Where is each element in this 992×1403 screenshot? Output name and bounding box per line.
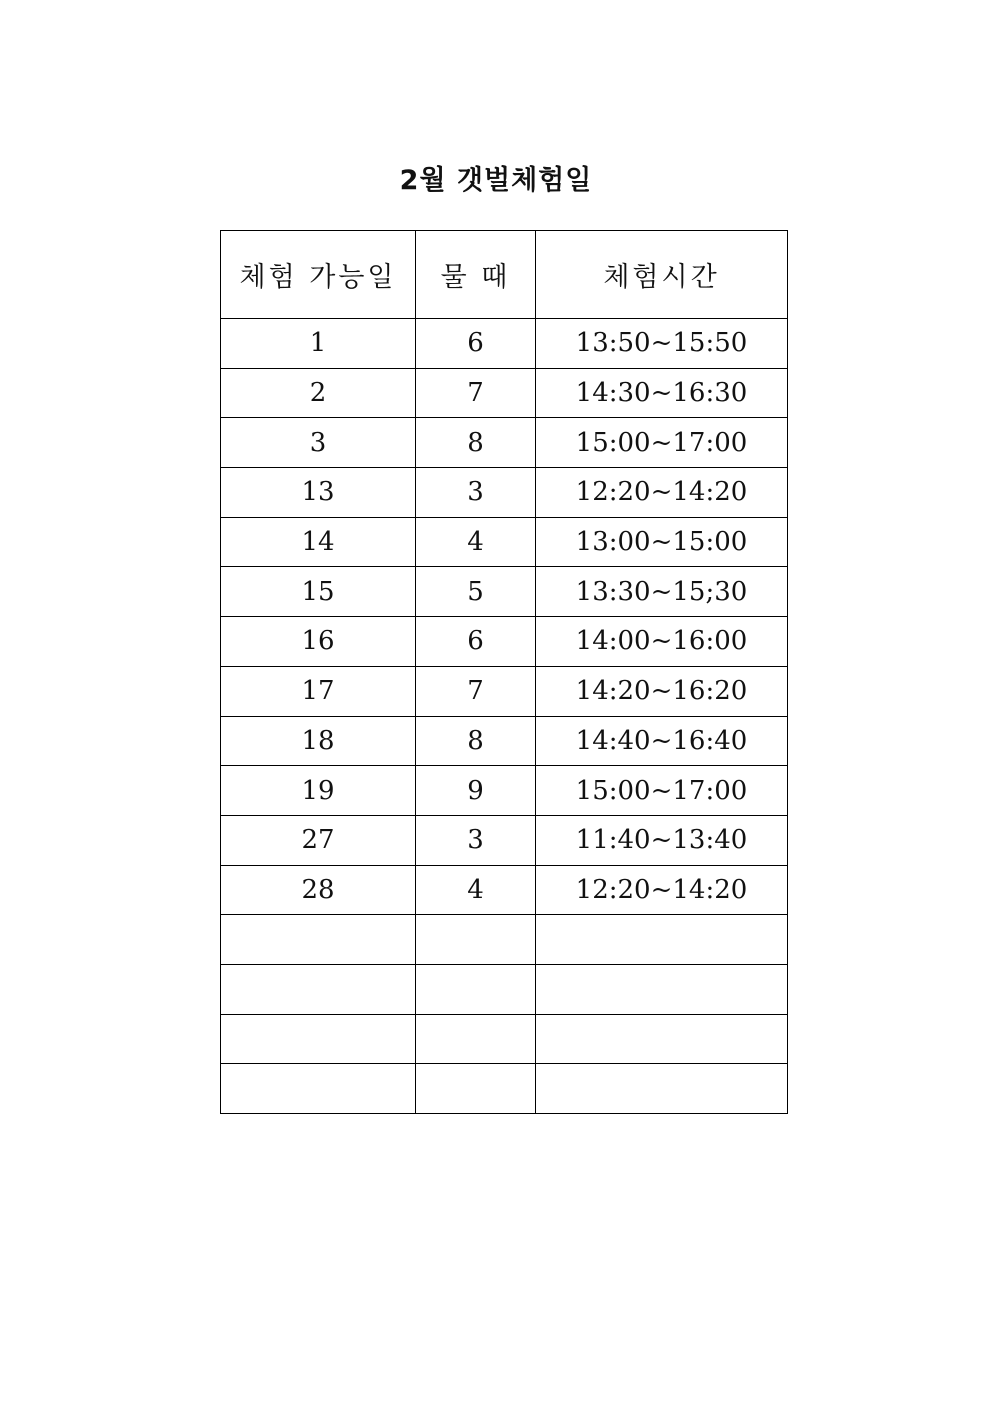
schedule-table — [220, 230, 788, 1114]
table-row — [221, 666, 788, 716]
cell-time: 11:40~13:40 — [536, 815, 788, 865]
cell-tide: 8 — [416, 716, 536, 766]
cell-tide — [416, 915, 536, 965]
cell-date: 15 — [221, 567, 416, 617]
table-row — [221, 617, 788, 667]
cell-tide: 5 — [416, 567, 536, 617]
cell-tide — [416, 1064, 536, 1114]
header-available-date: 체험 가능일 — [221, 231, 416, 319]
table-body — [221, 319, 788, 1114]
cell-time — [536, 1014, 788, 1064]
cell-time: 12:20~14:20 — [536, 865, 788, 915]
cell-time: 14:40~16:40 — [536, 716, 788, 766]
cell-tide — [416, 1014, 536, 1064]
cell-time — [536, 1064, 788, 1114]
table-row — [221, 716, 788, 766]
table-row — [221, 865, 788, 915]
cell-time — [536, 915, 788, 965]
cell-tide: 7 — [416, 368, 536, 418]
cell-date: 17 — [221, 666, 416, 716]
table-row — [221, 418, 788, 468]
page-title: 2월 갯벌체험일 — [399, 165, 593, 196]
cell-tide: 4 — [416, 865, 536, 915]
cell-time: 12:20~14:20 — [536, 468, 788, 518]
cell-date: 1 — [221, 319, 416, 369]
cell-tide: 8 — [416, 418, 536, 468]
cell-time — [536, 964, 788, 1014]
table-row — [221, 567, 788, 617]
cell-time: 13:50~15:50 — [536, 319, 788, 369]
cell-tide: 6 — [416, 617, 536, 667]
cell-date: 16 — [221, 617, 416, 667]
cell-tide: 4 — [416, 517, 536, 567]
table-row — [221, 319, 788, 369]
table-row — [221, 517, 788, 567]
table-row — [221, 915, 788, 965]
cell-date: 19 — [221, 766, 416, 816]
cell-time: 13:00~15:00 — [536, 517, 788, 567]
header-experience-time: 체험시간 — [536, 231, 788, 319]
table-row — [221, 815, 788, 865]
cell-date: 28 — [221, 865, 416, 915]
cell-tide: 9 — [416, 766, 536, 816]
cell-time: 13:30~15;30 — [536, 567, 788, 617]
cell-time: 14:20~16:20 — [536, 666, 788, 716]
table-header-row — [221, 231, 788, 319]
table-row — [221, 368, 788, 418]
cell-date — [221, 915, 416, 965]
cell-date: 3 — [221, 418, 416, 468]
cell-tide — [416, 964, 536, 1014]
cell-date — [221, 964, 416, 1014]
table-row — [221, 964, 788, 1014]
cell-time: 14:30~16:30 — [536, 368, 788, 418]
cell-date — [221, 1014, 416, 1064]
table-row — [221, 1064, 788, 1114]
table-row — [221, 468, 788, 518]
cell-tide: 7 — [416, 666, 536, 716]
cell-tide: 6 — [416, 319, 536, 369]
table-row — [221, 766, 788, 816]
header-tide: 물 때 — [416, 231, 536, 319]
cell-date: 18 — [221, 716, 416, 766]
cell-date: 14 — [221, 517, 416, 567]
cell-tide: 3 — [416, 468, 536, 518]
cell-date: 27 — [221, 815, 416, 865]
table-row — [221, 1014, 788, 1064]
cell-time: 15:00~17:00 — [536, 418, 788, 468]
cell-date — [221, 1064, 416, 1114]
cell-date: 13 — [221, 468, 416, 518]
cell-time: 14:00~16:00 — [536, 617, 788, 667]
cell-tide: 3 — [416, 815, 536, 865]
cell-date: 2 — [221, 368, 416, 418]
cell-time: 15:00~17:00 — [536, 766, 788, 816]
